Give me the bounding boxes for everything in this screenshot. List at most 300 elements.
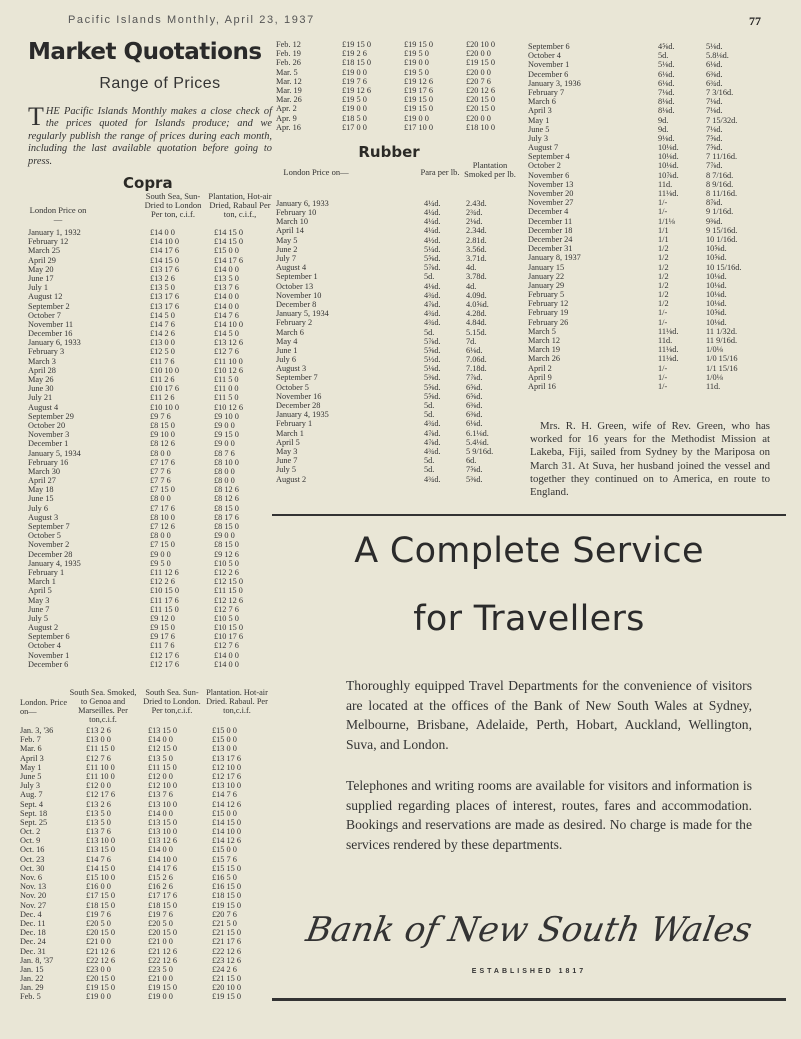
row-price: £20 15 0 xyxy=(466,95,496,105)
row-price: £18 15 0 xyxy=(86,900,116,910)
row-date: Feb. 7 xyxy=(20,735,41,745)
row-price: £20 5 0 xyxy=(86,918,111,928)
row-price: 1/0⅛ xyxy=(706,345,723,355)
row-price: £7 17 6 xyxy=(150,457,175,467)
table-row xyxy=(528,244,768,253)
table-row xyxy=(276,410,526,419)
row-price: 4.0⅝d. xyxy=(466,299,489,309)
row-date: Feb. 12 xyxy=(276,40,301,49)
table-row xyxy=(276,104,526,113)
table-row xyxy=(528,308,768,317)
row-price: 10⅛d. xyxy=(706,271,727,281)
row-date: November 16 xyxy=(276,391,322,401)
table-row xyxy=(20,974,270,983)
row-price: £18 15 0 xyxy=(148,900,178,910)
row-price: £14 7 6 xyxy=(214,310,239,320)
row-price: 4¾d. xyxy=(424,446,441,456)
table-row xyxy=(528,180,768,189)
established-line: ESTABLISHED 1817 xyxy=(471,968,587,975)
table-row xyxy=(528,226,768,235)
row-price: 1/- xyxy=(658,363,668,373)
row-price: £15 15 0 xyxy=(212,863,242,873)
table-row xyxy=(28,347,272,356)
row-price: £20 7 6 xyxy=(466,76,491,86)
row-date: April 14 xyxy=(276,226,304,236)
row-price: £20 15 0 xyxy=(466,104,496,114)
row-price: 4⅞d. xyxy=(424,299,441,309)
row-price: £10 17 6 xyxy=(214,632,244,642)
row-date: January 8, 1937 xyxy=(528,253,581,263)
row-price: £10 5 0 xyxy=(214,558,239,568)
row-date: February 12 xyxy=(528,299,569,309)
row-price: £8 12 6 xyxy=(214,494,239,504)
table-row xyxy=(28,531,272,540)
col-header: Plantation. Hot-air Dried. Rabaul. Per ton,c.i.f. xyxy=(206,688,268,715)
row-price: 7⅛d. xyxy=(706,106,723,116)
row-price: 10⅝d. xyxy=(706,253,727,263)
row-price: £8 15 0 xyxy=(214,540,239,550)
row-date: December 28 xyxy=(276,401,321,410)
table-row xyxy=(20,947,270,956)
table-row xyxy=(28,421,272,430)
row-date: February 16 xyxy=(28,457,69,467)
row-price: £19 17 6 xyxy=(404,85,434,95)
row-date: October 5 xyxy=(276,382,309,392)
row-price: £9 10 0 xyxy=(214,411,239,421)
table-row xyxy=(28,504,272,513)
row-price: £13 17 6 xyxy=(212,753,242,763)
row-price: £11 7 6 xyxy=(150,356,175,366)
row-date: January 22 xyxy=(528,271,565,281)
rubber-header xyxy=(276,161,526,199)
row-price: £8 15 0 xyxy=(150,420,175,430)
row-date: June 7 xyxy=(276,456,298,466)
row-date: Dec. 4 xyxy=(20,909,42,919)
row-date: April 16 xyxy=(528,381,556,391)
row-date: January 6, 1933 xyxy=(28,338,81,348)
row-price: £14 7 6 xyxy=(86,854,111,864)
table-row xyxy=(528,318,768,327)
table-row xyxy=(276,236,526,245)
row-price: £9 10 0 xyxy=(150,430,175,440)
row-price: £8 0 0 xyxy=(150,531,171,541)
row-price: £14 5 0 xyxy=(214,329,239,339)
row-price: £19 15 0 xyxy=(342,40,372,49)
copra-table-header xyxy=(28,192,272,228)
table-row xyxy=(20,901,270,910)
row-price: £10 15 0 xyxy=(214,623,244,633)
row-price: 5⅞d. xyxy=(424,336,441,346)
row-price: £11 15 0 xyxy=(86,744,115,754)
table-row xyxy=(276,438,526,447)
row-price: 1/1 xyxy=(658,234,669,244)
table-row xyxy=(528,125,768,134)
row-price: £17 15 0 xyxy=(86,891,116,901)
row-price: £13 2 6 xyxy=(150,273,175,283)
row-price: £8 10 0 xyxy=(150,512,175,522)
row-price: £7 15 0 xyxy=(150,540,175,550)
row-price: £13 15 0 xyxy=(86,845,116,855)
row-date: May 3 xyxy=(276,446,298,456)
row-price: £13 0 0 xyxy=(212,744,237,754)
page-header xyxy=(68,14,761,32)
row-date: March 6 xyxy=(276,327,304,337)
row-price: 6⅜d. xyxy=(706,69,723,79)
row-date: Dec. 31 xyxy=(20,946,46,956)
row-date: November 13 xyxy=(528,179,574,189)
row-price: £14 17 6 xyxy=(148,863,178,873)
row-date: September 7 xyxy=(28,522,70,532)
row-price: £21 17 6 xyxy=(212,937,242,947)
row-date: February 26 xyxy=(528,317,569,327)
row-price: £14 0 0 xyxy=(214,659,239,669)
row-date: May 26 xyxy=(28,375,54,385)
table-row xyxy=(276,217,526,226)
row-date: January 3, 1936 xyxy=(528,78,581,88)
row-price: 5d. xyxy=(424,327,435,337)
row-price: £18 15 0 xyxy=(212,891,242,901)
row-date: August 4 xyxy=(28,402,59,412)
row-price: 9 15/16d. xyxy=(706,225,738,235)
row-date: July 1 xyxy=(28,283,49,293)
row-price: 8 11/16d. xyxy=(706,189,738,198)
row-price: £10 15 0 xyxy=(150,586,180,596)
row-price: £9 5 0 xyxy=(150,558,171,568)
table-row xyxy=(28,559,272,568)
table-row xyxy=(276,272,526,281)
row-price: 7⅝d. xyxy=(466,465,483,475)
row-price: £9 15 0 xyxy=(150,623,175,633)
row-date: March 26 xyxy=(528,354,561,364)
row-date: June 17 xyxy=(28,273,54,283)
row-price: £19 0 0 xyxy=(342,67,367,77)
row-price: 2.43d. xyxy=(466,198,487,208)
row-date: December 24 xyxy=(528,234,573,244)
row-date: Nov. 20 xyxy=(20,891,47,901)
table-row xyxy=(20,772,270,781)
table-row xyxy=(28,577,272,586)
table-row xyxy=(528,97,768,106)
row-date: September 6 xyxy=(28,632,70,642)
table-row xyxy=(528,299,768,308)
table-row xyxy=(20,818,270,827)
table-row xyxy=(20,763,270,772)
table-row xyxy=(276,245,526,254)
row-price: £13 5 0 xyxy=(148,753,173,763)
row-price: £15 0 0 xyxy=(212,726,237,735)
row-price: £14 17 6 xyxy=(214,255,244,265)
row-price: 4½d. xyxy=(424,235,441,245)
table-row xyxy=(28,568,272,577)
row-price: £17 17 6 xyxy=(148,891,178,901)
row-price: 1/1 15/16 xyxy=(706,363,738,373)
row-price: 4⅞d. xyxy=(424,437,441,447)
row-date: Nov. 6 xyxy=(20,873,43,882)
table-row xyxy=(276,208,526,217)
row-price: 1/- xyxy=(658,372,668,382)
row-price: 5 9/16d. xyxy=(466,446,494,456)
row-date: Nov. 27 xyxy=(20,900,47,910)
row-price: £19 15 0 xyxy=(404,95,434,105)
row-price: 7.18d. xyxy=(466,364,487,374)
row-price: £19 0 0 xyxy=(404,113,429,123)
row-price: £23 12 6 xyxy=(212,955,242,965)
row-price: £12 7 6 xyxy=(214,347,239,357)
table-row xyxy=(28,311,272,320)
row-price: £14 0 0 xyxy=(214,650,239,660)
row-price: 9 1/16d. xyxy=(706,207,734,217)
row-price: £9 0 0 xyxy=(214,531,235,541)
copra2-header xyxy=(20,688,270,726)
row-price: 3.78d. xyxy=(466,272,487,282)
row-price: 6¾d. xyxy=(706,78,723,88)
row-price: £13 5 0 xyxy=(86,808,111,818)
row-date: December 6 xyxy=(528,69,569,79)
row-date: January 4, 1935 xyxy=(276,410,329,420)
table-row xyxy=(276,419,526,428)
table-row xyxy=(276,364,526,373)
row-date: November 1 xyxy=(28,650,70,660)
table-row xyxy=(20,910,270,919)
row-price: £11 15 0 xyxy=(214,586,243,596)
table-row xyxy=(28,228,272,237)
table-row xyxy=(276,300,526,309)
table-row xyxy=(20,956,270,965)
row-price: £9 17 6 xyxy=(150,632,175,642)
row-date: April 3 xyxy=(528,106,552,116)
drop-cap: T xyxy=(28,102,44,131)
row-price: 11d. xyxy=(706,381,721,391)
row-price: £20 0 0 xyxy=(466,49,491,59)
row-date: April 27 xyxy=(28,476,56,486)
row-date: March 30 xyxy=(28,466,61,476)
table-row xyxy=(28,458,272,467)
row-price: 7⅝d. xyxy=(706,143,723,153)
table-row xyxy=(528,198,768,207)
row-date: March 12 xyxy=(528,336,561,345)
row-date: February 12 xyxy=(28,237,69,247)
table-row xyxy=(276,291,526,300)
row-date: November 27 xyxy=(528,198,574,208)
table-row xyxy=(20,800,270,809)
row-date: Jan. 15 xyxy=(20,964,44,974)
row-date: August 7 xyxy=(528,143,559,153)
col-header: London. Price on— xyxy=(20,698,68,716)
table-row xyxy=(528,382,768,391)
table-row xyxy=(20,864,270,873)
row-price: £19 12 6 xyxy=(342,85,372,95)
row-price: 1/1⅛ xyxy=(658,216,675,226)
row-price: £13 7 6 xyxy=(214,283,239,293)
row-price: £22 12 6 xyxy=(212,946,242,956)
table-row xyxy=(28,430,272,439)
row-date: Jan. 29 xyxy=(20,983,44,993)
row-price: 10⅛d. xyxy=(706,299,727,309)
row-price: 10⅝d. xyxy=(706,308,727,318)
table-row xyxy=(28,660,272,669)
row-price: 10⅛d. xyxy=(658,152,679,162)
row-date: June 15 xyxy=(28,494,54,504)
row-price: £12 2 6 xyxy=(150,577,175,587)
row-price: 5⅛d. xyxy=(706,42,723,51)
row-price: £13 12 6 xyxy=(148,836,178,846)
row-price: £19 15 0 xyxy=(466,58,496,68)
table-row xyxy=(528,253,768,262)
row-price: 1/2 xyxy=(658,290,669,300)
row-price: 1/0 15/16 xyxy=(706,354,738,364)
table-row xyxy=(276,123,526,132)
row-price: £8 0 0 xyxy=(150,448,171,458)
row-date: Dec. 18 xyxy=(20,928,46,938)
row-price: 2.81d. xyxy=(466,235,487,245)
row-price: 10⅛d. xyxy=(706,280,727,290)
row-price: 11⅛d. xyxy=(658,345,679,355)
table-row xyxy=(276,49,526,58)
row-price: 8 9/16d. xyxy=(706,179,734,189)
row-price: £14 10 0 xyxy=(150,237,180,247)
row-price: £19 0 0 xyxy=(86,992,111,1002)
row-date: December 18 xyxy=(528,225,573,235)
table-row xyxy=(28,476,272,485)
table-row xyxy=(528,171,768,180)
row-price: 5⅞d. xyxy=(424,263,441,273)
table-row xyxy=(20,891,270,900)
table-row xyxy=(28,439,272,448)
row-date: September 4 xyxy=(528,152,570,162)
row-date: Nov. 13 xyxy=(20,882,47,892)
row-date: Sept. 18 xyxy=(20,808,48,818)
row-price: 4d. xyxy=(466,281,477,291)
row-price: £12 2 6 xyxy=(214,567,239,577)
row-price: 4¾d. xyxy=(424,419,441,429)
row-date: April 29 xyxy=(28,255,56,265)
row-date: May 5 xyxy=(276,235,298,245)
row-price: £12 17 6 xyxy=(150,650,180,660)
row-price: £14 10 0 xyxy=(148,854,178,864)
row-price: 1/2 xyxy=(658,253,669,263)
row-date: September 7 xyxy=(276,373,318,383)
table-row xyxy=(276,465,526,474)
table-row xyxy=(20,919,270,928)
row-date: October 20 xyxy=(28,420,66,430)
row-price: £10 12 6 xyxy=(214,365,244,375)
row-price: £8 12 6 xyxy=(214,485,239,495)
table-row xyxy=(28,274,272,283)
table-row xyxy=(276,40,526,49)
row-price: £7 17 6 xyxy=(150,503,175,513)
row-date: Sept. 25 xyxy=(20,817,48,827)
row-price: £14 15 0 xyxy=(214,237,244,247)
row-price: £13 15 0 xyxy=(148,726,178,735)
table-row xyxy=(528,51,768,60)
table-row xyxy=(20,744,270,753)
row-price: 10⅛d. xyxy=(658,161,679,171)
row-date: July 6 xyxy=(276,355,297,365)
row-date: June 30 xyxy=(28,384,54,394)
table-row xyxy=(20,983,270,992)
row-price: 4⅝d. xyxy=(658,42,675,51)
row-date: November 1 xyxy=(528,60,570,70)
table-row xyxy=(28,623,272,632)
row-date: November 2 xyxy=(28,540,70,550)
table-row xyxy=(28,265,272,274)
row-price: £19 15 0 xyxy=(212,992,242,1002)
row-price: £13 10 0 xyxy=(86,836,116,846)
row-price: £7 7 6 xyxy=(150,466,171,476)
table-row xyxy=(28,485,272,494)
col-header: South Sea. Sun-Dried to London. Per ton,c.i.f. xyxy=(143,688,201,715)
table-row xyxy=(28,403,272,412)
row-price: 4¾d. xyxy=(424,290,441,300)
row-date: Jan. 8, '37 xyxy=(20,955,54,965)
row-price: 5.8⅛d. xyxy=(706,51,729,61)
row-price: 8⅞d. xyxy=(706,198,723,208)
table-row xyxy=(28,329,272,338)
row-price: 5½d. xyxy=(424,355,441,365)
row-date: Aug. 7 xyxy=(20,790,43,800)
row-price: £15 7 6 xyxy=(212,854,237,864)
row-price: £10 17 6 xyxy=(150,384,180,394)
row-price: £11 5 0 xyxy=(214,393,239,403)
row-date: May 1 xyxy=(528,115,550,125)
table-row xyxy=(528,217,768,226)
table-row xyxy=(28,292,272,301)
row-price: £12 12 6 xyxy=(214,595,244,605)
copra-table xyxy=(28,228,272,669)
copra-title: Copra xyxy=(123,174,173,193)
row-price: 10⅛d. xyxy=(706,317,727,327)
table-row xyxy=(20,937,270,946)
table-row xyxy=(276,86,526,95)
table-row xyxy=(528,290,768,299)
row-price: £14 7 6 xyxy=(150,319,175,329)
row-price: 11 9/16d. xyxy=(706,336,738,345)
row-price: 7 3/16d. xyxy=(706,87,734,97)
row-price: 7⅛d. xyxy=(706,124,723,134)
row-price: £12 15 0 xyxy=(214,577,244,587)
row-price: £19 5 0 xyxy=(404,67,429,77)
row-price: £13 0 0 xyxy=(150,338,175,348)
row-price: £12 0 0 xyxy=(148,771,173,781)
row-price: £11 12 6 xyxy=(150,567,179,577)
row-date: June 7 xyxy=(28,604,50,614)
row-date: Apr. 2 xyxy=(276,104,297,114)
row-date: December 8 xyxy=(276,299,317,309)
row-date: October 13 xyxy=(276,281,314,291)
table-row xyxy=(28,641,272,650)
row-price: £19 15 0 xyxy=(404,40,434,49)
table-row xyxy=(28,550,272,559)
table-row xyxy=(28,522,272,531)
row-price: £18 10 0 xyxy=(466,122,496,132)
row-price: 4.09d. xyxy=(466,290,487,300)
row-date: August 2 xyxy=(276,474,307,484)
row-date: January 15 xyxy=(528,262,565,272)
row-price: £20 0 0 xyxy=(466,67,491,77)
row-price: 4¾d. xyxy=(424,318,441,328)
row-price: 11d. xyxy=(658,336,673,345)
row-date: March 25 xyxy=(28,246,61,256)
table-row xyxy=(20,992,270,1001)
row-price: £13 17 6 xyxy=(150,301,180,311)
row-price: 10 15/16d. xyxy=(706,262,742,272)
row-price: £20 15 0 xyxy=(86,928,116,938)
row-price: £12 17 6 xyxy=(86,790,116,800)
row-price: £13 5 0 xyxy=(214,273,239,283)
table-row xyxy=(28,357,272,366)
row-price: 1/2 xyxy=(658,244,669,254)
row-date: October 4 xyxy=(28,641,61,651)
